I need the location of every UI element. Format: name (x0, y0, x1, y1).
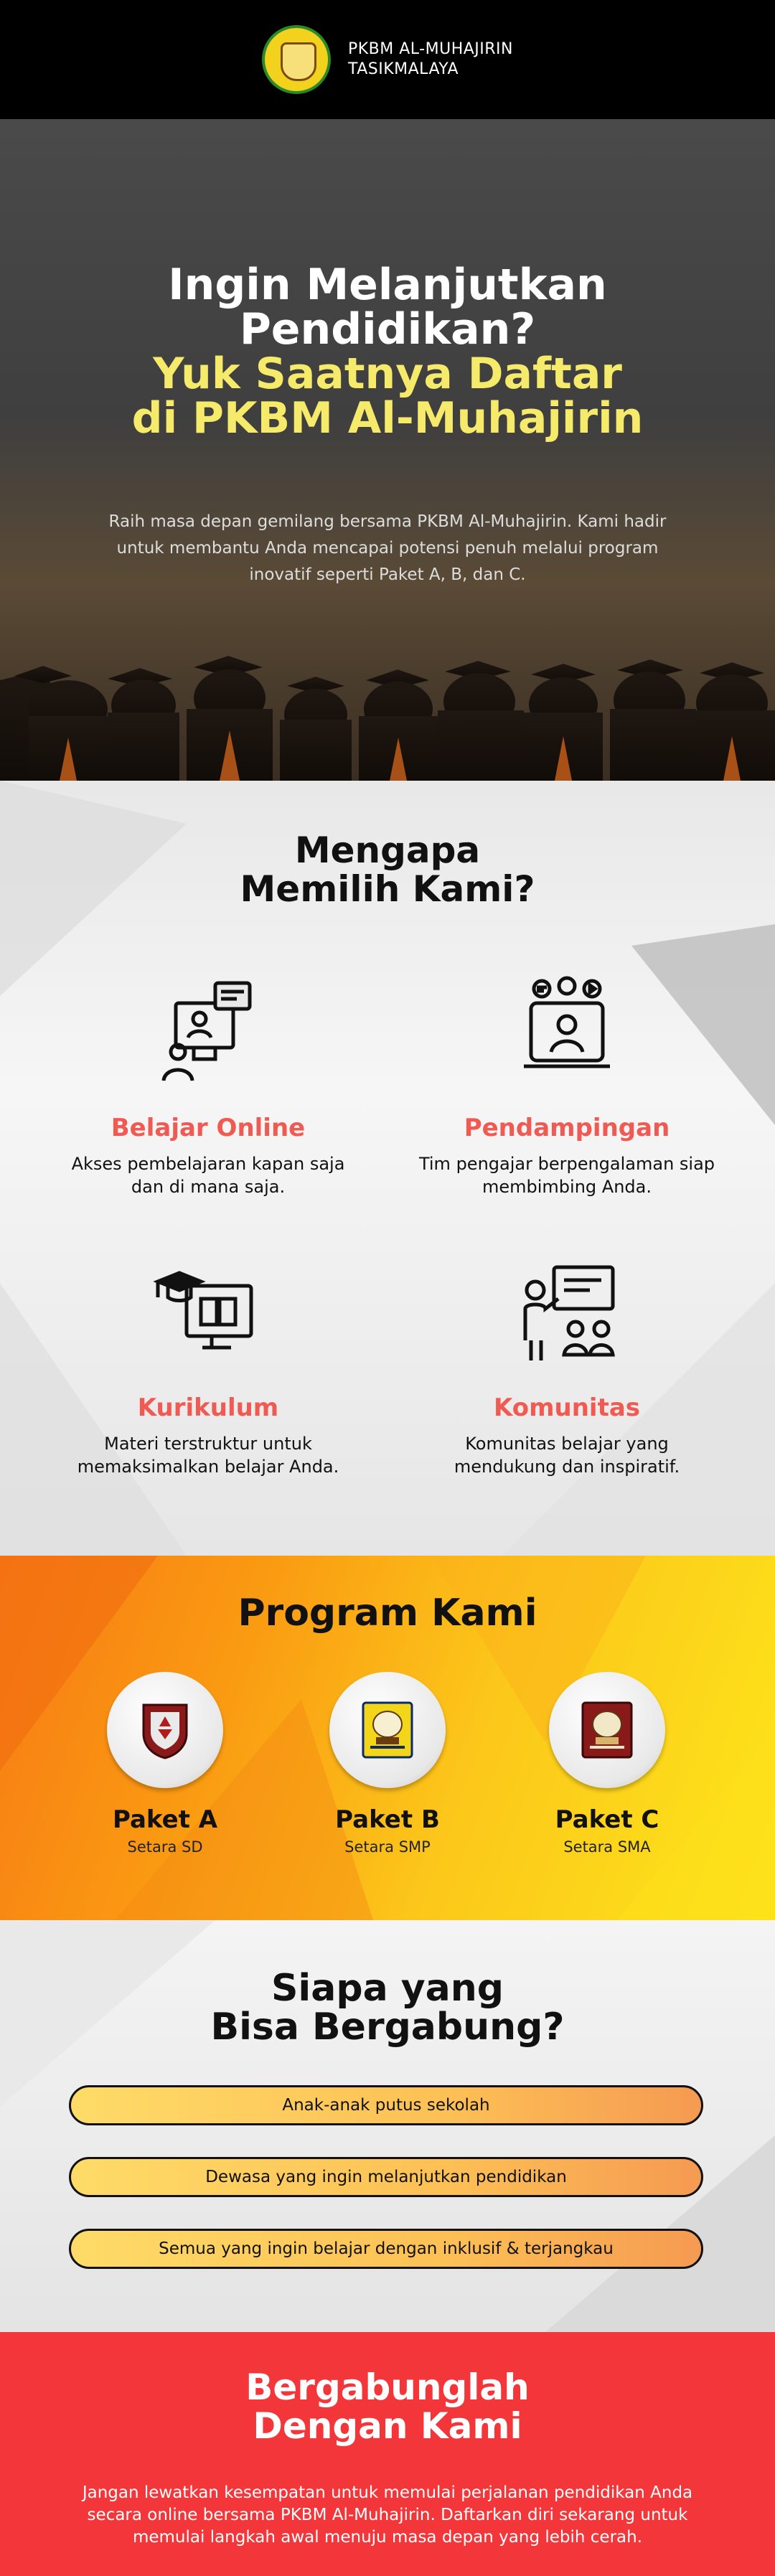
graduates-silhouette-image (0, 630, 775, 781)
package-level: Setara SMA (563, 1838, 651, 1856)
feature-description: Akses pembelajaran kapan saja dan di mana saja. (71, 1154, 345, 1197)
package-level: Setara SD (127, 1838, 203, 1856)
paket-b-badge-icon (329, 1672, 446, 1788)
feature-title: Kurikulum (137, 1393, 279, 1422)
hero-title-line-2: Pendidikan? (239, 304, 536, 354)
why-title (0, 831, 775, 908)
eligibility-item: Dewasa yang ingin melanjutkan pendidikan (69, 2157, 703, 2197)
join-title (0, 2368, 775, 2445)
hero-title (0, 260, 775, 443)
package-card-a[interactable] (72, 1672, 258, 1856)
feature-curriculum (57, 1254, 359, 1478)
paket-a-badge-icon (107, 1672, 223, 1788)
brand-line-1: PKBM AL-MUHAJIRIN (347, 40, 513, 58)
program-title: Program Kami (238, 1592, 537, 1635)
package-card-c[interactable] (514, 1672, 700, 1856)
mentoring-icon (509, 974, 624, 1089)
join-title-line-2: Dengan Kami (253, 2405, 522, 2447)
who-can-join-section (0, 1920, 775, 2332)
why-choose-us-section (0, 781, 775, 1556)
why-title-line-2: Memilih Kami? (240, 868, 535, 910)
feature-description: Materi terstruktur untuk memaksimalkan belajar Anda. (77, 1434, 339, 1477)
feature-mentoring (416, 974, 718, 1198)
package-card-b[interactable] (294, 1672, 481, 1856)
hero-title-line-3: Yuk Saatnya Daftar (153, 349, 622, 399)
feature-online (57, 974, 359, 1198)
feature-description: Komunitas belajar yang mendukung dan inspiratif. (454, 1434, 680, 1477)
eligibility-item: Anak-anak putus sekolah (69, 2085, 703, 2125)
package-level: Setara SMP (344, 1838, 431, 1856)
hero-description: Raih masa depan gemilang bersama PKBM Al-Muhajirin. Kami hadir untuk membantu Anda mencapai potensi penuh melalui program inovatif seperti Paket A, B, dan C. (108, 512, 667, 584)
feature-description: Tim pengajar berpengalaman siap membimbing Anda. (418, 1154, 715, 1197)
paket-c-badge-icon (549, 1672, 665, 1788)
online-learning-icon (151, 974, 266, 1089)
school-emblem-icon[interactable] (262, 25, 331, 94)
who-title-line-1: Siapa yang (271, 1967, 504, 2010)
eligibility-item: Semua yang ingin belajar dengan inklusif & terjangkau (69, 2229, 703, 2269)
site-header (0, 0, 775, 119)
hero-title-line-1: Ingin Melanjutkan (168, 260, 607, 310)
package-name: Paket B (335, 1805, 440, 1834)
program-section (0, 1556, 775, 1920)
hero-title-line-4: di PKBM Al-Muhajirin (131, 393, 644, 443)
join-title-line-1: Bergabunglah (245, 2366, 530, 2408)
join-us-section (0, 2332, 775, 2576)
feature-title: Pendampingan (464, 1114, 670, 1142)
curriculum-icon (151, 1254, 266, 1369)
feature-title: Belajar Online (111, 1114, 306, 1142)
who-title (0, 1967, 775, 2049)
brand-line-2: TASIKMALAYA (347, 60, 459, 78)
feature-community (416, 1254, 718, 1478)
why-title-line-1: Mengapa (294, 829, 481, 871)
who-title-line-2: Bisa Bergabung? (210, 2006, 565, 2049)
feature-title: Komunitas (493, 1393, 641, 1422)
hero-section (0, 119, 775, 781)
package-name: Paket A (112, 1805, 218, 1834)
package-name: Paket C (555, 1805, 659, 1834)
join-description: Jangan lewatkan kesempatan untuk memulai perjalanan pendidikan Anda secara online bersama PKBM Al-Muhajirin. Daftarkan diri sekarang untuk memulai langkah awal menuju masa depan yang lebih cerah. (82, 2483, 693, 2547)
community-icon (509, 1254, 624, 1369)
brand-name[interactable] (348, 39, 513, 80)
